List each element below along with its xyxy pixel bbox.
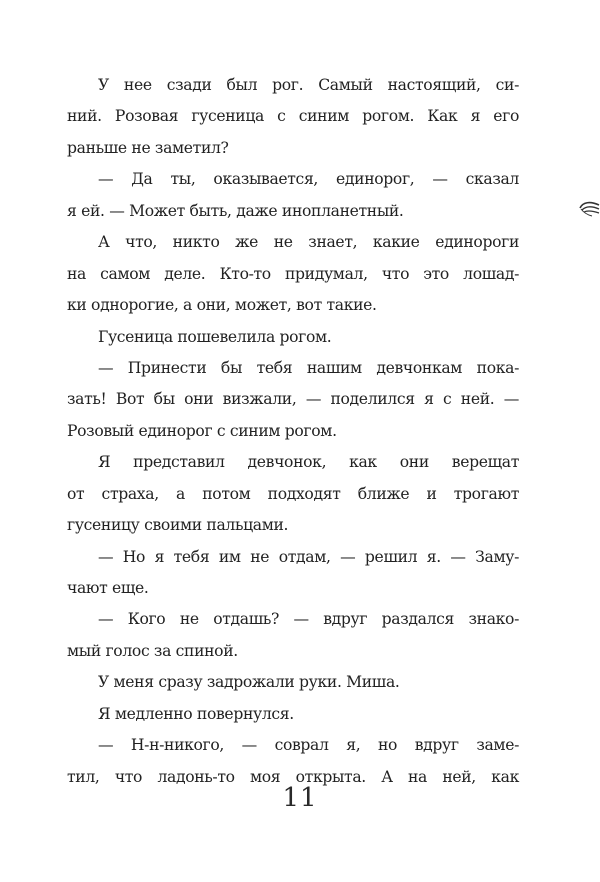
text-line-2: ний. Розовая гусеница с синим рогом. Как я его bbox=[67, 107, 519, 126]
text-line-9: Гусеница пошевелила рогом. bbox=[98, 327, 332, 346]
text-line-19: мый голос за спиной. bbox=[67, 641, 238, 660]
text-line-1: У нее сзади был рог. Самый настоящий, си- bbox=[98, 76, 519, 94]
text-line-16: — Но я тебя им не отдам, — решил я. — Заму- bbox=[98, 547, 519, 566]
text-line-13: Я представил девчонок, как они верещат bbox=[98, 453, 519, 472]
text-line-14: от страха, а потом подходят ближе и трогают bbox=[67, 484, 519, 503]
text-line-11: зать! Вот бы они визжали, — поделился я с ней. — bbox=[67, 390, 519, 409]
text-line-18: — Кого не отдашь? — вдруг раздался знако- bbox=[98, 610, 519, 629]
text-line-8: ки однорогие, а они, может, вот такие. bbox=[67, 296, 377, 315]
text-line-4: — Да ты, оказывается, единорог, — сказал bbox=[98, 170, 519, 189]
text-line-7: на самом деле. Кто-то придумал, что это лошад- bbox=[67, 264, 519, 283]
text-line-10: — Принести бы тебя нашим девчонкам пока- bbox=[98, 358, 519, 377]
text-line-6: А что, никто же не знает, какие единороги bbox=[98, 233, 519, 252]
text-line-23: тил, что ладонь-то моя открыта. А на ней, как bbox=[67, 767, 519, 786]
margin-squiggle-icon bbox=[578, 197, 600, 219]
text-line-22: — Н-н-никого, — соврал я, но вдруг заме- bbox=[98, 736, 519, 755]
text-line-15: гусеницу своими пальцами. bbox=[67, 516, 289, 535]
text-line-3: раньше не заметил? bbox=[67, 138, 229, 157]
text-line-21: Я медленно повернулся. bbox=[98, 704, 294, 723]
text-line-5: я ей. — Может быть, даже инопланетный. bbox=[67, 201, 404, 220]
text-line-20: У меня сразу задрожали руки. Миша. bbox=[98, 673, 400, 692]
page-number: 11 bbox=[282, 783, 318, 813]
text-line-12: Розовый единорог с синим рогом. bbox=[67, 421, 337, 440]
text-line-17: чают еще. bbox=[67, 579, 149, 597]
body-text bbox=[67, 70, 519, 793]
